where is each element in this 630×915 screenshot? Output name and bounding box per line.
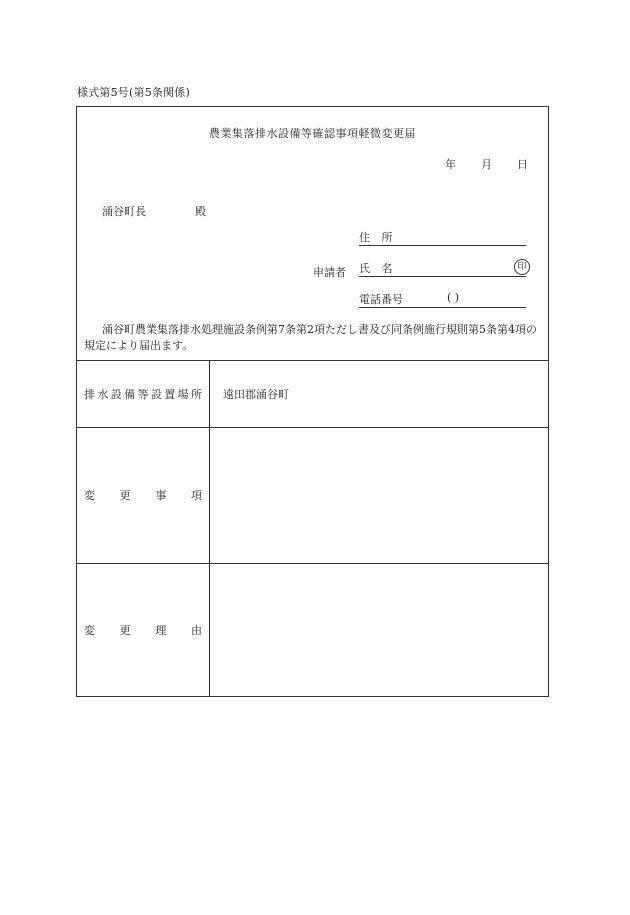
date-day-label: 日 — [517, 158, 528, 171]
seal-mark: 印 — [514, 259, 530, 275]
row-label-char: 所 — [191, 387, 202, 401]
date-month-label: 月 — [481, 158, 492, 171]
row-label-char: 水 — [97, 387, 109, 401]
name-field[interactable] — [359, 260, 526, 277]
row-installation-location — [77, 360, 548, 428]
form-header-section — [77, 107, 548, 361]
phone-paren: ( ) — [447, 291, 460, 304]
addressee-name: 涌谷町長 — [102, 205, 146, 218]
phone-field[interactable] — [359, 291, 526, 308]
row-label-text — [84, 487, 202, 503]
name-label: 氏 名 — [359, 262, 397, 275]
row-label-char: 由 — [190, 623, 202, 637]
row-label-char: 置 — [164, 387, 176, 401]
row-label-char: 等 — [137, 387, 149, 401]
address-label: 住 所 — [359, 231, 397, 244]
row-label-installation-location — [77, 360, 210, 427]
addressee-honorific: 殿 — [195, 205, 206, 218]
row-label-char: 更 — [119, 489, 131, 502]
row-label-text — [84, 386, 202, 402]
row-label-char: 変 — [84, 623, 95, 637]
notification-statement: 涌谷町農業集落排水処理施設条例第7条第2項ただし書及び同条例施行規則第5条第4項の規定により届出ます。 — [84, 323, 537, 352]
row-label-char: 更 — [119, 623, 131, 637]
row-label-char: 理 — [155, 623, 167, 637]
row-label-char: 設 — [150, 387, 162, 401]
row-change-items — [77, 427, 548, 564]
phone-label: 電話番号 — [359, 293, 403, 306]
row-label-char: 設 — [110, 387, 122, 401]
form-number: 様式第5号(第5条関係) — [77, 86, 190, 99]
row-label-char: 備 — [124, 387, 136, 401]
address-field[interactable] — [359, 229, 526, 246]
notification-form — [76, 106, 549, 697]
applicant-label: 申請者 — [313, 266, 346, 279]
date-year-label: 年 — [445, 158, 456, 171]
row-label-char: 排 — [84, 387, 95, 401]
row-label-char: 項 — [190, 489, 202, 502]
row-label-char: 変 — [84, 489, 95, 502]
row-label-change-items — [77, 427, 210, 563]
form-title: 農業集落排水設備等確認事項軽微変更届 — [209, 127, 416, 140]
row-change-reason — [77, 563, 548, 696]
row-label-char: 場 — [177, 387, 189, 401]
row-label-char: 事 — [155, 489, 167, 502]
installation-location-value[interactable]: 遠田郡涌谷町 — [223, 387, 289, 401]
row-label-text — [84, 622, 202, 638]
row-label-change-reason — [77, 563, 210, 696]
